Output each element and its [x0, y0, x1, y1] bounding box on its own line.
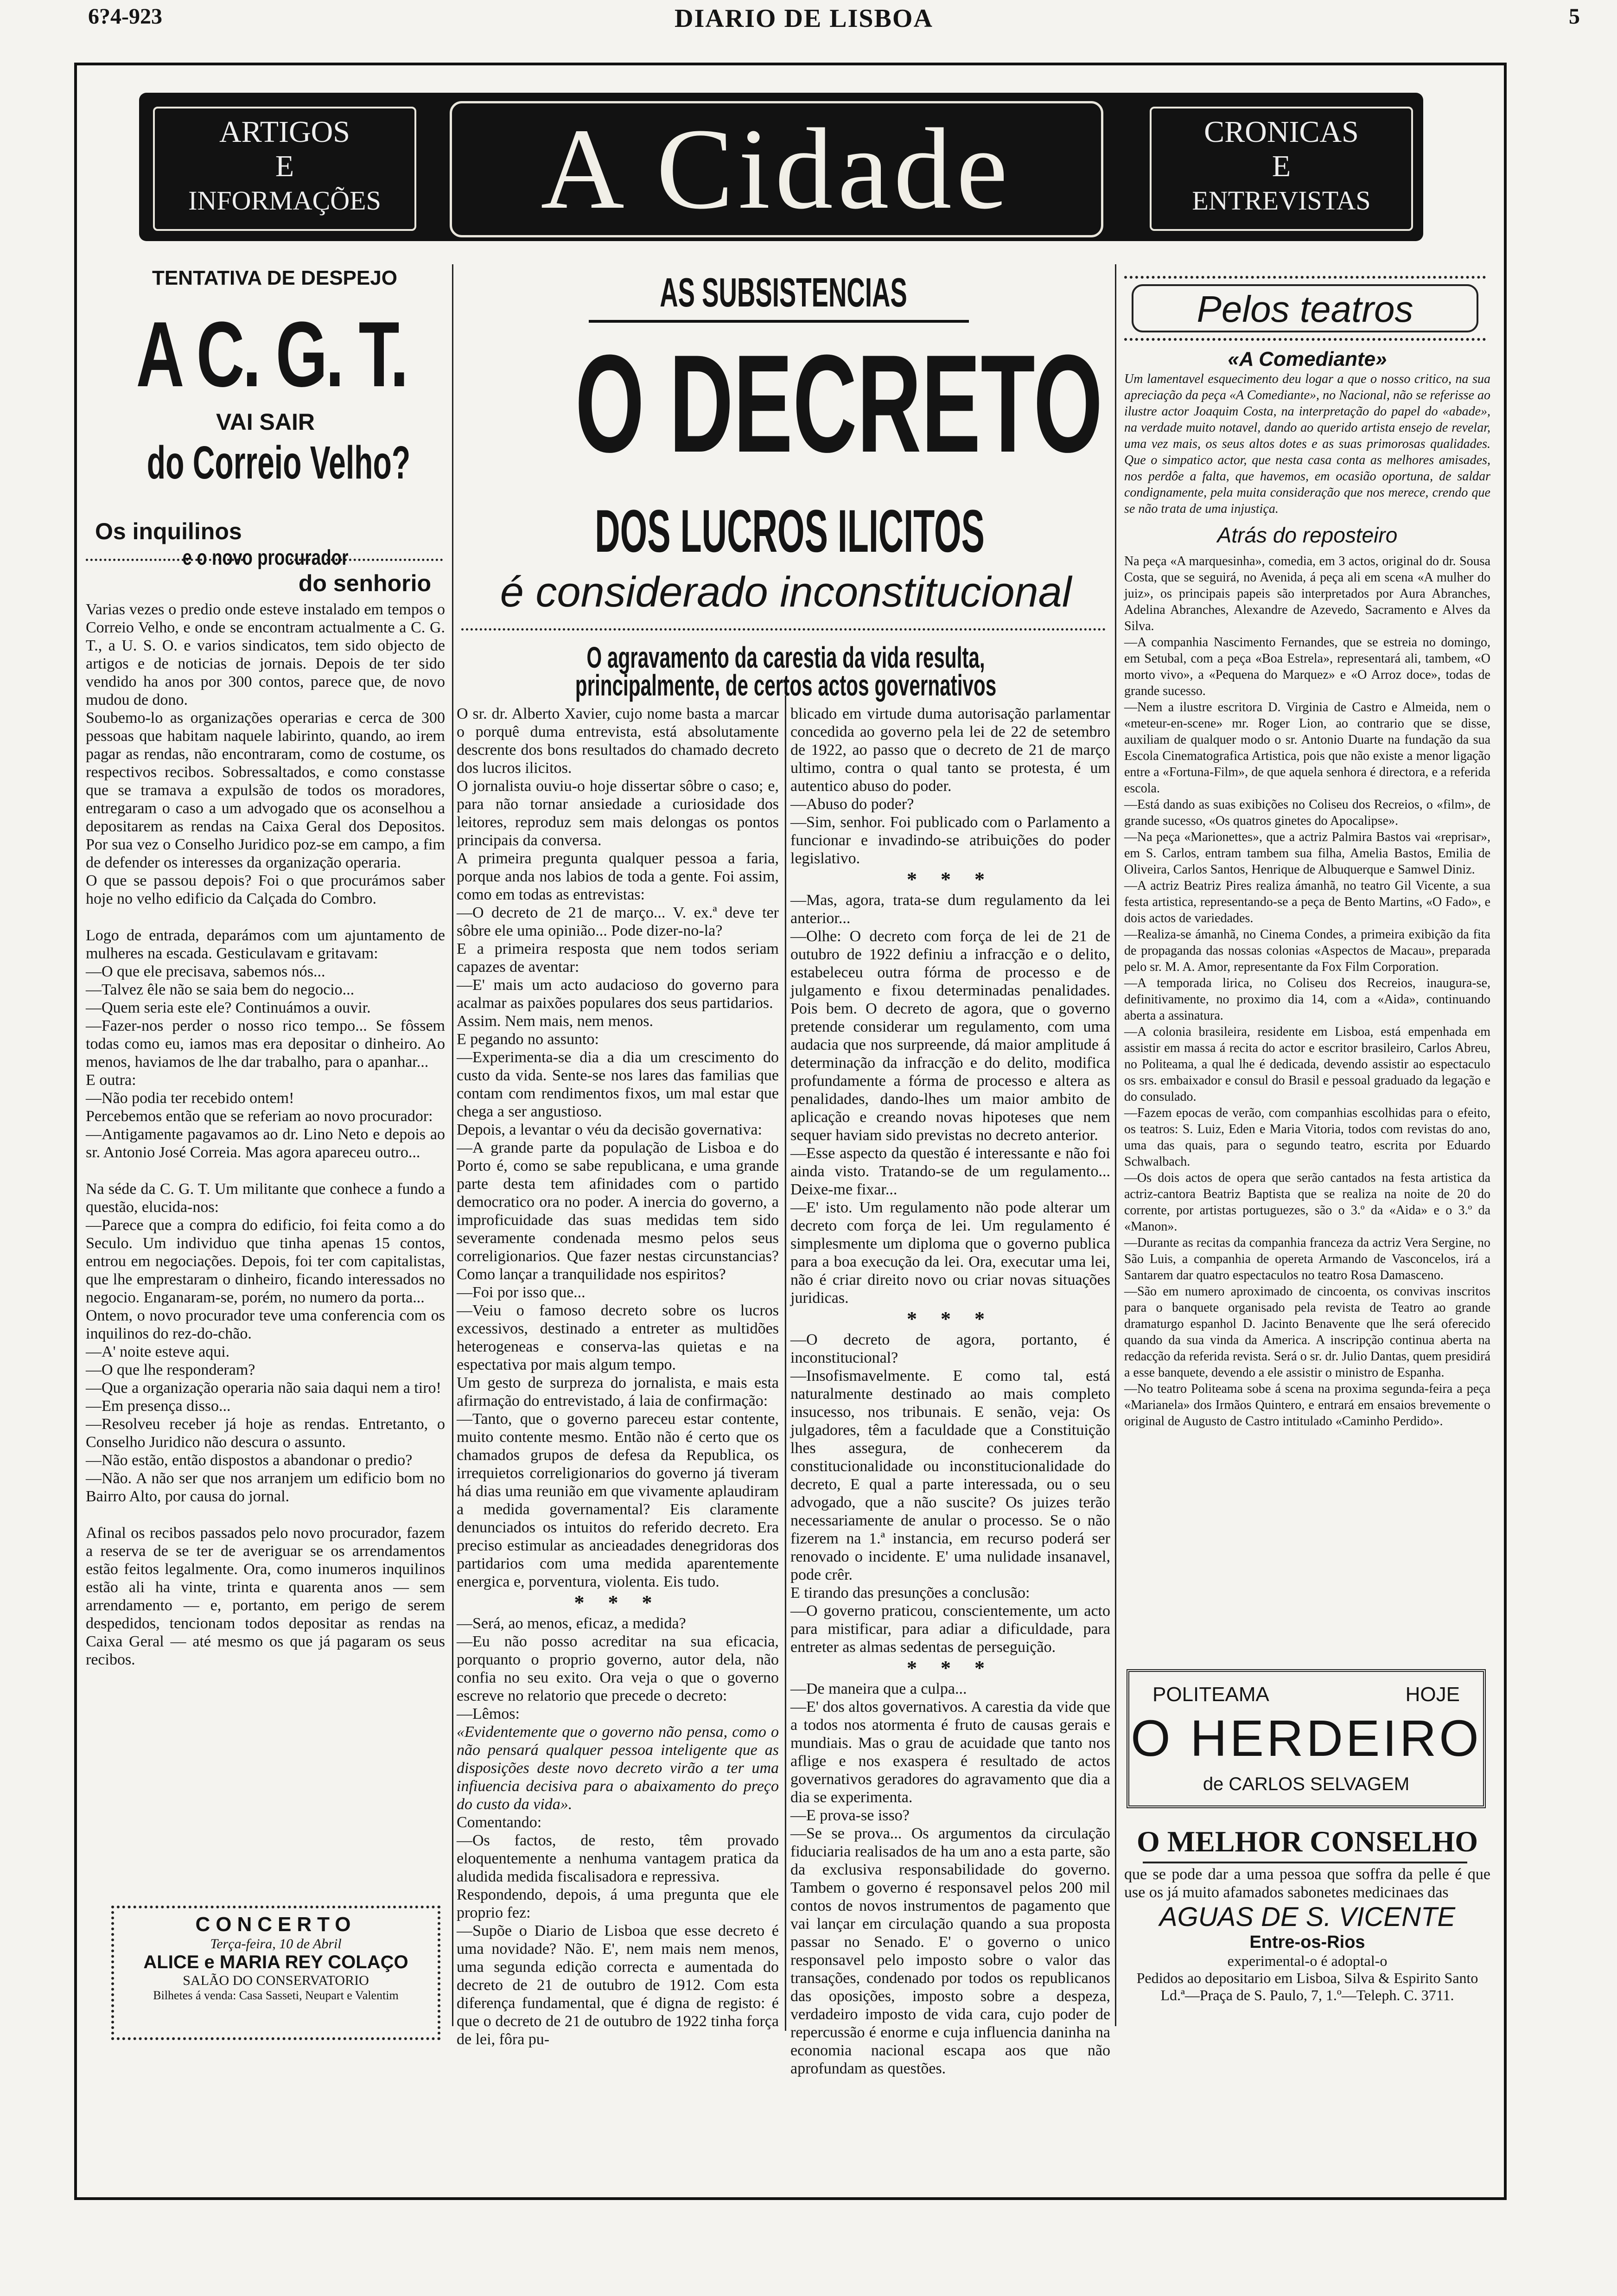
main-article-column-1 [457, 705, 779, 2048]
paragraph: E pegando no assunto: [457, 1031, 599, 1048]
main-subhead: O agravamento da carestia da vida resulta, [586, 641, 985, 674]
paragraph: —Veiu o famoso decreto sobre os lucros excessivos, destinado a entreter as multidões heterogeneas e conserva-las quietas e na espectativa por mais algum tempo. [457, 1302, 779, 1373]
paragraph: Depois, a levantar o véu da decisão governativa: [457, 1121, 762, 1138]
page-number: 5 [1569, 4, 1580, 29]
paragraph: Respondendo, depois, á uma pregunta que ele proprio fez: [457, 1886, 779, 1921]
masthead-right-line: ENTREVISTAS [1192, 185, 1371, 216]
paragraph: —De maneira que a culpa... [790, 1680, 967, 1697]
paragraph: E a primeira resposta que nem todos seriam capazes de aventar: [457, 940, 779, 976]
masthead-left-line: INFORMAÇÕES [188, 185, 381, 216]
paper-name: DIARIO DE LISBOA [675, 4, 933, 33]
article-body [86, 600, 445, 1669]
paragraph: —Sim, senhor. Foi publicado com o Parlamento a funcionar e invadindo-se atribuições do poder legislativo. [790, 814, 1110, 867]
left-article [86, 267, 445, 2052]
main-subheadline: DOS LUCROS ILICITOS [595, 497, 985, 565]
divider [461, 628, 1106, 631]
theatre-banner [1124, 276, 1486, 341]
main-kicker: AS SUBSISTENCIAS [660, 269, 907, 315]
paragraph: —O que lhe responderam? [86, 1361, 255, 1378]
main-subhead: principalmente, de certos actos governativos [575, 669, 997, 702]
theatre-item: —Fazem epocas de verão, com companhias escolhidas para o efeito, os teatros: S. Luiz, Eden e Maria Vitoria, todos com revistas do ano, uma das quais, para o segundo teatro, escrita por Eduardo Schwalbach. [1124, 1106, 1490, 1169]
paragraph: —Lêmos: [457, 1705, 520, 1722]
paragraph: O jornalista ouviu-o hoje dissertar sôbre o caso; e, para não tornar ansiedade a curiosidade dos leitores, reproduz sem mais delongas os pontos principais da conversa. [457, 778, 779, 849]
paragraph: —O que ele precisava, sabemos nós... [86, 963, 325, 980]
theatre-column [1124, 348, 1490, 1655]
theatre-item: —São em numero aproximado de cincoenta, os convivas inscritos para o banquete organisado pela revista de Teatro ao grande dramaturgo espanhol D. Jacinto Benavente que lhe será oferecido quando da sua vinda da America. A inscripção continua aberta na redacção da referida revista. Será o sr. dr. Julio Dantas, quem presidirá a esse banquete, devendo a ele assistir o ministro de Espanha. [1124, 1284, 1490, 1380]
paragraph: —Supõe o Diario de Lisboa que esse decreto é uma novidade? Não. E', nem mais nem menos, uma segunda edição correcta e aumentada do decreto de 21 de outubro de 1912. Com esta diferença fundamental, que é digna de registo: é que o decreto de 21 de outubro de 1922 tinha força de lei, fôra pu- [457, 1922, 779, 2048]
paragraph: —Insofismavelmente. E como tal, está naturalmente destinado ao mais completo insucesso, nos tribunais. E senão, veja: Os julgadores, têm a faculdade que a Constituição lhes assegura, de conhecerem da constitucionalidade ou inconstitucionalidade do decreto, E qual a parte interessada, ou o seu advogado, que a não suscite? Os juizes terão necessariamente de anular o processo. Se o não fizerem na 1.ª instancia, em recurso poderá ser renovado o incidente. E' uma nulidade insanavel, pode crêr. [790, 1367, 1110, 1583]
paragraph: —Não. A não ser que nos arranjem um edificio bom no Bairro Alto, por causa do jornal. [86, 1470, 445, 1505]
paragraph: Percebemos então que se referiam ao novo procurador: [86, 1108, 433, 1125]
conselho-place: Entre-os-Rios [1249, 1932, 1365, 1952]
article-headline-line: do Correio Velho? [146, 437, 411, 489]
theatre-item: —Realiza-se ámanhã, no Cinema Condes, a primeira exibição da fita de propaganda das nossas colonias «Aspectos de Macau», preparada pelo sr. M. A. Amor, representante da Fox Film Corporation. [1124, 927, 1490, 974]
paragraph: E tirando das presunções a conclusão: [790, 1584, 1030, 1601]
masthead-right-line: E [1272, 149, 1291, 183]
paragraph: Assim. Nem mais, nem menos. [457, 1013, 654, 1030]
conselho-brand: AGUAS DE S. VICENTE [1159, 1902, 1456, 1932]
herdeiro-ad [1127, 1669, 1486, 1808]
paragraph: —E prova-se isso? [790, 1807, 910, 1824]
paragraph: —Olhe: O decreto com força de lei de 21 de outubro de 1922 definiu a infracção e o delito, estabeleceu outra fórma de processo e de julgamento e fixou determinadas penalidades. Pois bem. O decreto de agora, que o governo pretende considerar um regulamento, com uma audacia que nos surpreende, dá maior amplitude á determinação da infracção e do delito, modifica profundamente a fórma de processo e altera as penalidades, dando-lhes um maior ambito de aplicação e creando novas hipoteses que nem sequer haviam sido previstas no decreto anterior. [790, 928, 1110, 1144]
section-masthead [139, 93, 1423, 241]
paragraph: Comentando: [457, 1814, 542, 1831]
section-break: * * * [574, 1591, 662, 1614]
paragraph: —Mas, agora, trata-se dum regulamento da lei anterior... [790, 892, 1110, 927]
theatre-item: —A actriz Beatriz Pires realiza ámanhã, no teatro Gil Vicente, a sua festa artistica, representando-se a peça de Bento Martins, «O Fado», e dois actos de variedades. [1124, 879, 1490, 925]
paragraph: A primeira pregunta qualquer pessoa a faria, porque anda nos labios de toda a gente. Foi assim, como em todas as entrevistas: [457, 850, 779, 903]
paragraph: —Que a organização operaria não saia daqui nem a tiro! [86, 1379, 441, 1397]
theatre-item: —Nem a ilustre escritora D. Virginia de Castro e Almeida, nem o «meteur-en-scene» mr. Roger Lion, ao contrario que se disse, auxiliam de qualquer modo o sr. Antonio Duarte na fundação da sua Escola Cinematografica Artistica, pois que não existe a menor ligação entre a «Fortuna-Film», de que aquela senhora é directora, e a referida escola. [1124, 700, 1490, 796]
paragraph: —Os factos, de resto, têm provado eloquentemente a nenhuma vantagem pratica da aludida medida fiscalisadora e repressiva. [457, 1832, 779, 1885]
conselho-footer: Pedidos ao depositario em Lisboa, Silva & Espirito Santo Ld.ª—Praça de S. Paulo, 7, 1.º—Teleph. C. 3711. [1136, 1970, 1478, 2003]
masthead-title: A Cidade [450, 101, 1103, 237]
column-rule [785, 695, 786, 2031]
section-break: * * * [907, 868, 994, 891]
paragraph: «Evidentemente que o governo não pensa, como o não pensará qualquer pessoa inteligente que as disposições deste novo decreto virão a ter uma infiuencia decisiva para o abaixamento do preço do custo da vida». [457, 1723, 779, 1813]
paragraph: —Parece que a compra do edificio, foi feita como a do Seculo. Um individuo que tinha apenas 15 contos, entrou em negociações. Depois, foi ter com capitalistas, que lhe emprestaram o dinheiro, ficando interessados no negocio. Enganaram-se, porém, no numero da porta... [86, 1217, 445, 1306]
conselho-ad [1124, 1824, 1490, 2066]
paragraph: —Fazer-nos perder o nosso rico tempo... Se fôssem todas como eu, iamos mas era depositar o dinheiro. Ao menos, haviamos de lhe dar trabalho, para o apanhar... [86, 1017, 445, 1071]
paragraph: —O governo praticou, conscientemente, um acto para mistificar, para adiar a dificuldade, para entreter as almas sedentas de perseguição. [790, 1602, 1110, 1656]
concert-title: CONCERTO [195, 1913, 357, 1936]
paragraph: —Antigamente pagavamos ao dr. Lino Neto e depois ao sr. Antonio José Correia. Mas agora apareceu outro... [86, 1126, 445, 1161]
herdeiro-when: HOJE [1405, 1683, 1460, 1706]
paragraph: blicado em virtude duma autorisação parlamentar concedida ao governo pela lei de 22 de setembro de 1922, ao passo que o decreto de 21 de março ultimo, contra o qual tanto se protesta, é um autentico abuso do poder. [790, 705, 1110, 795]
theatre-item: —No teatro Politeama sobe á scena na proxima segunda-feira a peça «Marianela» dos Irmãos Quintero, e entrará em ensaios brevemente o original de Augusto de Castro intitulado «Caminho Perdido». [1124, 1382, 1490, 1429]
paragraph: —Tanto, que o governo pareceu estar contente, muito contente mesmo. Então não é certo que os chamados grupos de defesa da Republica, os irrequietos correligionarios do governo já tiveram há dias uma reunião em que vivamente aplaudiram a medida governamental? Eis claramente denunciados os intuitos do referido decreto. Era preciso estimular as ancieadades denegridoras dos partidarios com uma medida aparentemente energica e, porventura, violenta. Eis tudo. [457, 1410, 779, 1590]
paragraph: —E' mais um acto audacioso do governo para acalmar as paixões populares dos seus partidarios. [457, 976, 779, 1012]
paragraph: —Foi por isso que... [457, 1284, 586, 1301]
paragraph: Um gesto de surpreza do jornalista, e mais esta afirmação do entrevistado, á laia de confirmação: [457, 1374, 779, 1409]
theatre-item: Na peça «A marquesinha», comedia, em 3 actos, original do dr. Sousa Costa, que se seguirá, no Avenida, á peça ali em scena «A mulher do juiz», os principais papeis são interpretados por Aura Abranches, Adelina Abranches, Alexandre de Azevedo, Sacramento e Alves da Silva. [1124, 554, 1490, 633]
theatre-item: —Os dois actos de opera que serão cantados na festa artistica da actriz-cantora Beatriz Baptista que se realiza na noite de 20 do corrente, por artistas portuguezes, são o 3.º da «Aida» e o 3.º da «Manon». [1124, 1171, 1490, 1234]
conselho-text: que se pode dar a uma pessoa que soffra da pelle é que use os já muito afamados sabonetes medicinaes das [1124, 1866, 1490, 1901]
paragraph: —Esse aspecto da questão é interessante e não foi ainda visto. Tratando-se de um regulamento... Deixe-me fixar... [790, 1145, 1110, 1198]
paragraph: E outra: [86, 1071, 136, 1089]
article-subhead: e o novo procurador [182, 545, 349, 569]
herdeiro-title: O HERDEIRO [1131, 1710, 1482, 1767]
paragraph: O sr. dr. Alberto Xavier, cujo nome basta a marcar o porquê duma entrevista, está absolutamente descrente dos bons resultados do chamado decreto dos lucros ilicitos. [457, 705, 779, 777]
paragraph: —Experimenta-se dia a dia um crescimento do custo da vida. Sente-se nos lares das familias que contam com rendimentos fixos, um mal estar que chega a ser angustioso. [457, 1049, 779, 1120]
masthead-left-box [153, 107, 416, 231]
paragraph: —Não estão, então dispostos a abandonar o predio? [86, 1452, 413, 1469]
theatre-item: —A temporada lirica, no Coliseu dos Recreios, inaugura-se, definitivamente, no proximo dia 14, com a «Aida», continuando aberta a assinatura. [1124, 976, 1490, 1023]
paragraph: Na séde da C. G. T. Um militante que conhece a fundo a questão, elucida-nos: [86, 1180, 445, 1216]
masthead-right-box [1150, 107, 1413, 231]
paragraph: —Quem seria este ele? Continuámos a ouvir. [86, 999, 371, 1016]
paragraph: —E' dos altos governativos. A carestia da vide que a todos nos atormenta é fruto de causas gerais e mundiais. Mas o grau de acuidade que tanto nos aflige e nos exaspera é resultado de actos governativos geradores do agravamento que dia a dia se experimenta. [790, 1698, 1110, 1806]
paragraph: —A' noite esteve aqui. [86, 1343, 230, 1360]
paragraph: Logo de entrada, deparámos com um ajuntamento de mulheres na escada. Gesticulavam e gritavam: [86, 927, 445, 962]
article-subhead: do senhorio [298, 570, 431, 596]
section-break: * * * [907, 1307, 994, 1330]
main-deck: é considerado inconstitucional [500, 568, 1072, 616]
page-code: 6?4-923 [88, 4, 162, 29]
concert-ad [111, 1906, 440, 2040]
paragraph: —Em presença disso... [86, 1397, 231, 1415]
conselho-tagline: experimental-o é adoptal-o [1227, 1952, 1388, 1969]
kicker-underline [589, 320, 969, 323]
theatre-section-title: Atrás do reposteiro [1217, 523, 1398, 547]
column-rule [452, 264, 453, 2026]
masthead-left-line: E [275, 149, 294, 183]
section-break: * * * [907, 1657, 994, 1679]
paragraph: —Se se prova... Os argumentos da circulação fiduciaria realisados de ha um ano a esta parte, são da exclusiva responsabilidade do governo. Tambem o governo é responsavel pelos 200 mil contos de novos instrumentos de pagamento que vai lançar em circulação quando a sua proposta passar no Senado. E' o governo o unico responsavel pelo imposto sobre o valor das transações, condenado por todos os republicanos das oposições, imposto sobre a despeza, verdadeiro imposto de vida cara, cujo poder de repercussão é enorme e cuja influencia daninha na economia nacional escapa aos que não aprofundam as questões. [790, 1825, 1110, 2077]
paragraph: —Eu não posso acreditar na sua eficacia, porquanto o proprio governo, autor dela, não confia no seu exito. Ora veja o que o governo escreve no relatorio que precede o decreto: [457, 1633, 779, 1704]
theatre-item: —Durante as recitas da companhia franceza da actriz Vera Sergine, no São Luis, a companhia de opereta Armando de Vasconcelos, irá a Santarem dar quatro espectaculos no teatro Rosa Damasceno. [1124, 1236, 1490, 1282]
article-headline: A C. G. T. [136, 303, 407, 406]
paragraph: Ontem, o novo procurador teve uma conferencia com os inquilinos do rez-do-chão. [86, 1307, 445, 1342]
running-header [88, 0, 1580, 33]
conselho-rule [1143, 1862, 1467, 1863]
masthead-right-line: CRONICAS [1204, 115, 1359, 149]
main-article-column-2 [790, 705, 1110, 2077]
column-rule [1115, 264, 1116, 2026]
theatre-title: Pelos teatros [1132, 284, 1478, 332]
paragraph: —Não podia ter recebido ontem! [86, 1090, 294, 1107]
concert-tickets: Bilhetes á venda: Casa Sasseti, Neupart e Valentim [153, 1989, 399, 2002]
paragraph: —A grande parte da população de Lisboa e do Porto é, como se sabe republicana, e uma grande parte desta tem afinidades com o partido democratico ora no poder. A inercia do governo, a improficuidade das suas medidas tem sido severamente condenada mesmo pelos seus correligionarios. Que fazer nestas circunstancias? Como lançar a tranquilidade nos espiritos? [457, 1139, 779, 1283]
concert-date: Terça-feira, 10 de Abril [210, 1936, 342, 1952]
article-kicker: TENTATIVA DE DESPEJO [152, 267, 397, 289]
theatre-item: —A companhia Nascimento Fernandes, que se estreia no domingo, em Setubal, com a peça «Boa Estrela», representará ali, tambem, «O morto vivo», a «Pequena do Marquez» e «O Arroz doce», todas de grande sucesso. [1124, 635, 1490, 698]
theatre-section-title: «A Comediante» [1228, 348, 1387, 370]
paragraph: Soubemo-lo as organizações operarias e cerca de 300 pessoas que habitam naquele labirinto, quando, ao irem pagar as rendas, não encontraram, como de costume, os respectivos recibos. Sobressaltados, e como constasse que se tramava a expulsão de todos os moradores, entregaram o caso a um advogado que os aconselhou a depositarem as rendas na Caixa Geral dos Depositos. Por sua vez o Conselho Juridico poz-se em campo, a fim de defender os interesses da organização operaria. [86, 709, 445, 871]
main-headline: O DECRETO [575, 325, 1103, 481]
herdeiro-author: de CARLOS SELVAGEM [1203, 1774, 1410, 1794]
paragraph: Varias vezes o predio onde esteve instalado em tempos o Correio Velho, e onde se encontram actualmente a C. G. T., a U. S. O. e varios sindicatos, tem sido objecto de artigos e de noticias de jornais. Depois de ter sido vendido ha anos por 300 contos, parece que, de novo mudou de dono. [86, 601, 445, 708]
concert-venue: SALÃO DO CONSERVATORIO [183, 1973, 369, 1988]
theatre-item: —Está dando as suas exibições no Coliseu dos Recreios, o «film», de grande sucesso, «Os quatros ginetes do Apocalipse». [1124, 797, 1490, 828]
theatre-note: Um lamentavel esquecimento deu logar a que o nosso critico, na sua apreciação da peça «A Comediante», no Nacional, não se referisse ao ilustre actor Joaquim Costa, na interpretação do papel do «abade», na verdade muito notavel, dando ao querido artista ensejo de revelar, uma vez mais, os seus altos dotes e as suas primorosas qualidades. Que o simpatico actor, que nesta casa conta as melhores amisades, nos perdôe a falta, que havemos, em ocasião oportuna, de saldar condignamente, pela muita consideração que nos merece, crendo que se não trata de uma injustiça. [1124, 372, 1490, 516]
masthead-left-line: ARTIGOS [219, 115, 350, 149]
conselho-title: O MELHOR CONSELHO [1136, 1825, 1478, 1858]
paragraph: —Abuso do poder? [790, 796, 914, 813]
theatre-item: —Na peça «Marionettes», que a actriz Palmira Bastos vai «reprisar», em S. Carlos, entram tambem sua filha, Amelia Bastos, Emilia de Oliveira, Carlos Santos, Henrique de Albuquerque e Samwel Diniz. [1124, 830, 1490, 877]
paragraph: —Resolveu receber já hoje as rendas. Entretanto, o Conselho Juridico não descura o assunto. [86, 1416, 445, 1451]
paragraph: O que se passou depois? Foi o que procurámos saber hoje no velho edificio da Calçada do Combro. [86, 872, 445, 907]
paragraph: —E' isto. Um regulamento não pode alterar um decreto com força de lei. Um regulamento é simplesmente um diploma que o governo publica para a boa execução da lei. Ora, executar uma lei, não é criar direito novo ou criar novas situações juridicas. [790, 1199, 1110, 1307]
article-subhead: Os inquilinos [95, 518, 242, 544]
paragraph: —O decreto de agora, portanto, é inconstitucional? [790, 1331, 1110, 1366]
paragraph: —O decreto de 21 de março... V. ex.ª deve ter sôbre ele uma opinião... Pode dizer-no-la? [457, 904, 779, 939]
paragraph: —Será, ao menos, eficaz, a medida? [457, 1615, 686, 1632]
theatre-item: —A colonia brasileira, residente em Lisboa, está empenhada em assistir em massa á recita do actor e escritor brasileiro, Carlos Abreu, no Politeama, a qual lhe é dedicada, devendo assistir ao espectaculo os srs. embaixador e consul do Brasil e pessoal graduado da legação e do consulado. [1124, 1025, 1490, 1104]
paragraph: Afinal os recibos passados pelo novo procurador, fazem a reserva de se ter de averiguar se os arrendamentos estão feitos legalmente. Ora, como inumeros inquilinos estão ali ha vinte, trinta e quarenta anos — sem arrendamento — e, portanto, em perigo de serem despedidos, tencionam todos depositar as rendas na Caixa Geral — até mesmo os que já pagaram os seus recibos. [86, 1524, 445, 1668]
paragraph: —Talvez êle não se saia bem do negocio... [86, 981, 355, 998]
herdeiro-theatre: POLITEAMA [1152, 1683, 1269, 1706]
concert-artists: ALICE e MARIA REY COLAÇO [143, 1952, 408, 1972]
article-headline-line: VAI SAIR [216, 409, 315, 435]
